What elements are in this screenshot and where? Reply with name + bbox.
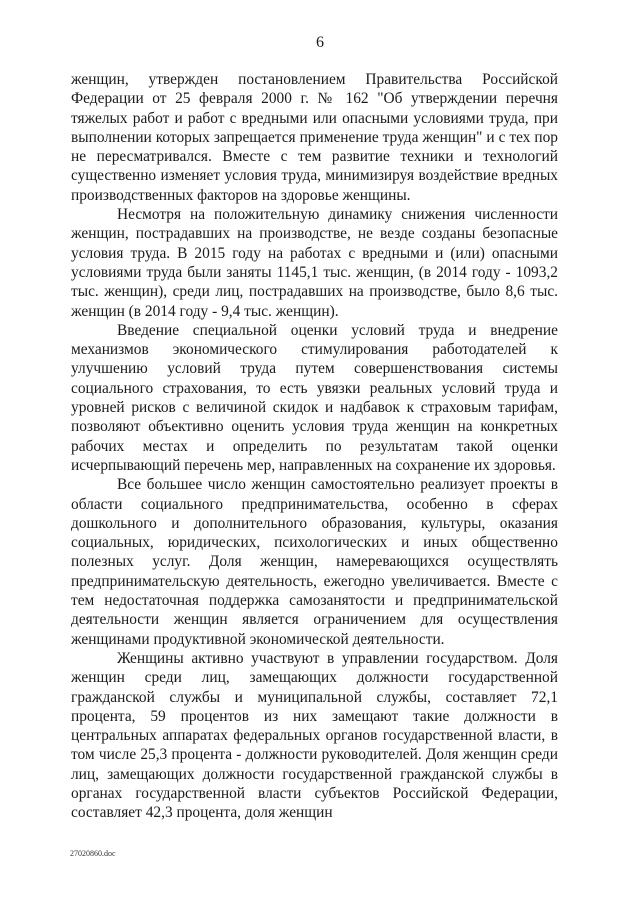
document-body <box>71 70 558 823</box>
paragraph-3: Введение специальной оценки условий труда и внедрение механизмов экономического стимулирования работодателей к улучшению условий труда путем совершенствования системы социального страхования, то есть увязки реальных условий труда и уровней рисков с величиной скидок и надбавок к страховым тарифам, позволяют объективно оценить условия труда женщин на конкретных рабочих местах и определить по результатам такой оценки исчерпывающий перечень мер, направленных на сохранение их здоровья. <box>71 321 558 474</box>
paragraph-4: Все большее число женщин самостоятельно реализует проекты в области социального предпринимательства, особенно в сферах дошкольного и дополнительного образования, культуры, оказания социальных, юридических, психологических и иных общественно полезных услуг. Доля женщин, намеревающихся осуществлять предпринимательскую деятельность, ежегодно увеличивается. Вместе с тем недостаточная поддержка самозанятости и предпринимательской деятельности женщин является ограничением для осуществления женщинами продуктивной экономической деятельности. <box>71 476 558 648</box>
page-number: 6 <box>316 34 324 51</box>
paragraph-1: женщин, утвержден постановлением Правительства Российской Федерации от 25 февраля 2000 г. № 162 "Об утверждении перечня тяжелых работ и работ с вредными или опасными условиями труда, при выполнении которых запрещается применение труда женщин" и с тех пор не пересматривался. Вместе с тем развитие техники и технологий существенно изменяет условия труда, минимизируя воздействие вредных производственных факторов на здоровье женщины. <box>71 71 558 204</box>
document-filename: 27020860.doc <box>70 849 116 858</box>
paragraph-2: Несмотря на положительную динамику снижения численности женщин, пострадавших на производстве, не везде созданы безопасные условия труда. В 2015 году на работах с вредными и (или) опасными условиями труда были заняты 1145,1 тыс. женщин, (в 2014 году - 1093,2 тыс. женщин), среди лиц, пострадавших на производстве, было 8,6 тыс. женщин (в 2014 году - 9,4 тыс. женщин). <box>71 206 558 320</box>
paragraph-5: Женщины активно участвуют в управлении государством. Доля женщин среди лиц, замещающих должности государственной гражданской службы и муниципальной службы, составляет 72,1 процента, 59 процентов из них замещают такие должности в центральных аппаратах федеральных органов государственной власти, в том числе 25,3 процента - должности руководителей. Доля женщин среди лиц, замещающих должности государственной гражданской службы в органах государственной власти субъектов Российской Федерации, составляет 42,3 процента, доля женщин <box>71 649 558 822</box>
